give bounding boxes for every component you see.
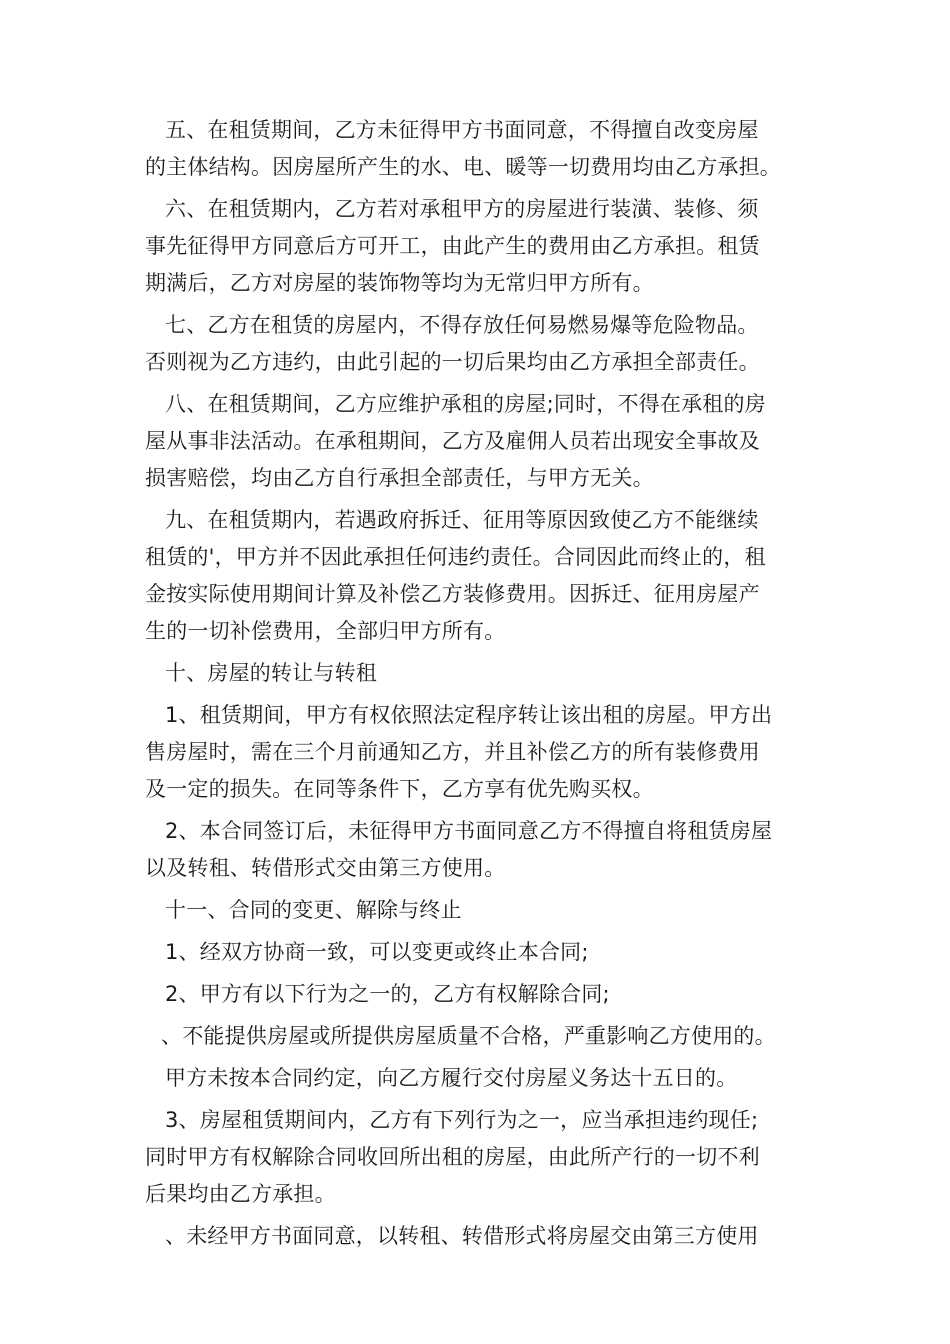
paragraph xyxy=(145,191,810,302)
text-line: 屋从事非法活动。在承租期间，乙方及雇佣人员若出现安全事故及 xyxy=(145,429,760,453)
paragraph xyxy=(145,1060,810,1097)
text-line: 五、在租赁期间，乙方未征得甲方书面同意，不得擅自改变房屋 xyxy=(165,118,759,142)
paragraph xyxy=(145,386,810,497)
text-line: 甲方未按本合同约定，向乙方履行交付房屋义务达十五日的。 xyxy=(165,1066,738,1090)
text-line: 1、租赁期间，甲方有权依照法定程序转让该出租的房屋。甲方出 xyxy=(165,703,773,727)
text-line: 以及转租、转借形式交由第三方使用。 xyxy=(145,856,506,880)
paragraph xyxy=(145,934,810,971)
paragraph xyxy=(145,813,810,887)
text-line: 十一、合同的变更、解除与终止 xyxy=(165,898,462,922)
text-line: 否则视为乙方违约，由此引起的一切后果均由乙方承担全部责任。 xyxy=(145,350,760,374)
text-line: 1、经双方协商一致，可以变更或终止本合同; xyxy=(165,940,589,964)
text-line: 3、房屋租赁期间内，乙方有下列行为之一，应当承担违约现任; xyxy=(165,1108,759,1132)
text-line: 2、甲方有以下行为之一的，乙方有权解除合同; xyxy=(165,982,610,1006)
paragraph xyxy=(145,502,810,650)
text-line: 后果均由乙方承担。 xyxy=(145,1182,336,1206)
text-line: 十、房屋的转让与转租 xyxy=(165,661,377,685)
text-line: 六、在租赁期内，乙方若对承租甲方的房屋进行装潢、装修、须 xyxy=(165,197,759,221)
paragraph xyxy=(145,307,810,381)
text-line: 2、本合同签订后，未征得甲方书面同意乙方不得擅自将租赁房屋 xyxy=(165,819,773,843)
paragraph xyxy=(145,697,810,808)
paragraph xyxy=(145,655,810,692)
paragraph xyxy=(145,892,810,929)
text-line: 、不能提供房屋或所提供房屋质量不合格，严重影响乙方使用的。 xyxy=(161,1024,776,1048)
document-body xyxy=(145,112,810,1260)
paragraph xyxy=(145,1102,810,1213)
text-line: 事先征得甲方同意后方可开工，由此产生的费用由乙方承担。租赁 xyxy=(145,234,760,258)
text-line: 损害赔偿，均由乙方自行承担全部责任，与甲方无关。 xyxy=(145,466,654,490)
text-line: 九、在租赁期内，若遇政府拆迁、征用等原因致使乙方不能继续 xyxy=(165,508,759,532)
text-line: 、未经甲方书面同意，以转租、转借形式将房屋交由第三方使用 xyxy=(165,1224,759,1248)
text-line: 金按实际使用期间计算及补偿乙方装修费用。因拆迁、征用房屋产 xyxy=(145,582,760,606)
paragraph xyxy=(145,976,810,1013)
text-line: 的主体结构。因房屋所产生的水、电、暖等一切费用均由乙方承担。 xyxy=(145,155,781,179)
text-line: 七、乙方在租赁的房屋内，不得存放任何易燃易爆等危险物品。 xyxy=(165,313,759,337)
text-line: 售房屋时，需在三个月前通知乙方，并且补偿乙方的所有装修费用 xyxy=(145,740,760,764)
text-line: 生的一切补偿费用，全部归甲方所有。 xyxy=(145,619,506,643)
paragraph xyxy=(145,1218,810,1255)
text-line: 及一定的损失。在同等条件下，乙方享有优先购买权。 xyxy=(145,777,654,801)
paragraph xyxy=(145,1018,810,1055)
text-line: 八、在租赁期间，乙方应维护承租的房屋;同时，不得在承租的房 xyxy=(165,392,766,416)
paragraph xyxy=(145,112,810,186)
text-line: 期满后，乙方对房屋的装饰物等均为无常归甲方所有。 xyxy=(145,271,654,295)
text-line: 租赁的'，甲方并不因此承担任何违约责任。合同因此而终止的，租 xyxy=(145,545,766,569)
text-line: 同时甲方有权解除合同收回所出租的房屋，由此所产行的一切不利 xyxy=(145,1145,760,1169)
